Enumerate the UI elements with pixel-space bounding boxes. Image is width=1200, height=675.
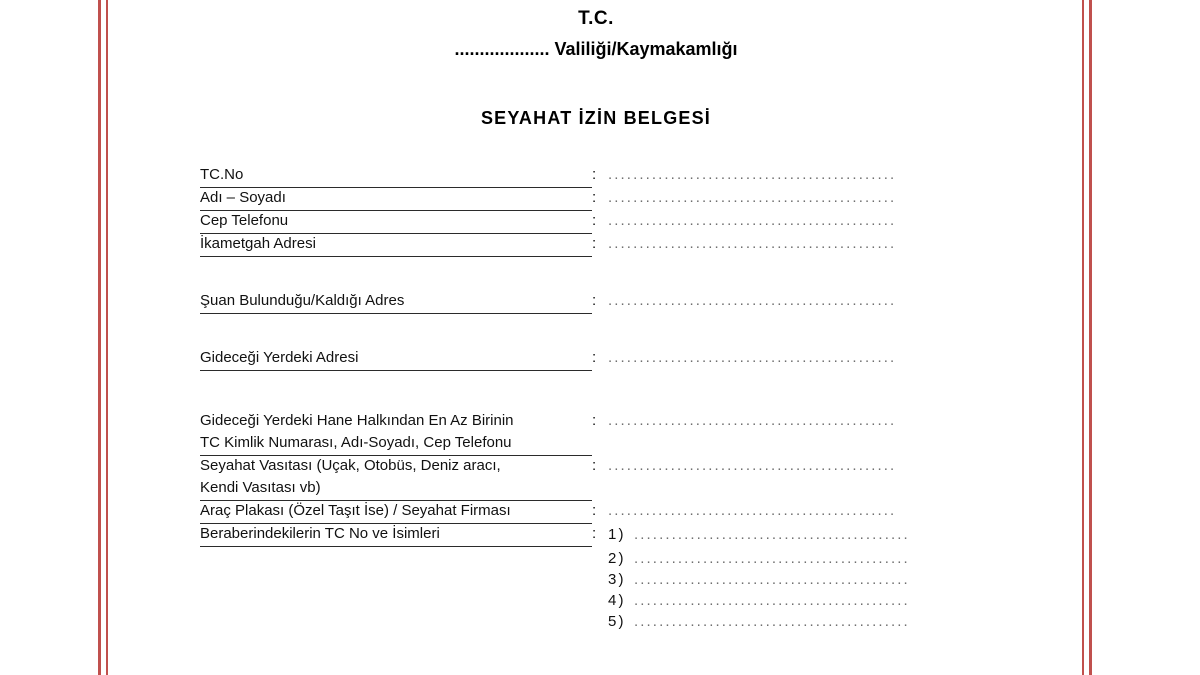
field-label-destination-address: Gideceği Yerdeki Adresi — [200, 348, 592, 371]
header-line-tc: T.C. — [578, 8, 614, 29]
label-col — [200, 456, 592, 501]
spacer — [200, 257, 990, 291]
companion-entry-1 — [606, 524, 990, 545]
field-label-household-contact-line1: Gideceği Yerdeki Hane Halkından En Az Birinin — [200, 412, 514, 429]
label-col — [200, 188, 592, 211]
list-item — [200, 611, 990, 632]
companion-number-2: 2) — [608, 550, 626, 567]
field-label-fullname: Adı – Soyadı — [200, 188, 592, 211]
companion-value-3: ............................................ — [634, 571, 910, 588]
form-row-tcno — [200, 165, 990, 188]
companion-entry-5 — [606, 611, 990, 632]
form-row-fullname — [200, 188, 990, 211]
list-colon-spacer — [592, 569, 606, 590]
form-row-travel-vehicle — [200, 456, 990, 501]
page-border-left — [98, 0, 101, 675]
form-row-household-contact — [200, 411, 990, 456]
field-value-fullname: .............................................. — [608, 189, 897, 206]
field-value-plate-or-firm: .............................................. — [608, 502, 897, 519]
field-colon: : — [592, 457, 597, 474]
companion-value-5: ............................................ — [634, 613, 910, 630]
companion-number-1: 1) — [608, 526, 626, 543]
form-row-destination-address — [200, 348, 990, 371]
field-value-mobile-phone: .............................................. — [608, 212, 897, 229]
field-value-current-address: .............................................. — [608, 292, 897, 309]
form-row-plate-or-firm — [200, 501, 990, 524]
companion-number-5: 5) — [608, 613, 626, 630]
header-line-governorship: ................... Valiliği/Kaymakamlığı — [454, 39, 738, 59]
list-indent — [200, 611, 592, 632]
field-colon: : — [592, 189, 597, 206]
list-item — [200, 590, 990, 611]
companion-entry-2 — [606, 548, 990, 569]
companions-list — [200, 548, 990, 632]
field-value-travel-vehicle: .............................................. — [608, 457, 897, 474]
field-colon: : — [592, 412, 597, 429]
companion-entry-3 — [606, 569, 990, 590]
document-header — [112, 0, 1080, 60]
list-indent — [200, 548, 592, 569]
list-indent — [200, 590, 592, 611]
form-fields — [200, 165, 990, 632]
label-col — [200, 411, 592, 456]
companion-number-4: 4) — [608, 592, 626, 609]
companion-value-1: ............................................ — [634, 526, 910, 543]
page-border-right-inner — [1082, 0, 1084, 675]
list-item — [200, 548, 990, 569]
field-label-tcno: TC.No — [200, 165, 592, 188]
page-border-right — [1089, 0, 1092, 675]
companion-number-3: 3) — [608, 571, 626, 588]
page-border-left-inner — [106, 0, 108, 675]
label-col — [200, 211, 592, 234]
form-row-companions — [200, 524, 990, 547]
page-title: SEYAHAT İZİN BELGESİ — [480, 108, 712, 128]
field-value-residence-address: .............................................. — [608, 235, 897, 252]
label-col — [200, 524, 592, 547]
list-item — [200, 569, 990, 590]
field-colon: : — [592, 502, 597, 519]
field-value-household-contact: .............................................. — [608, 412, 897, 429]
field-colon: : — [592, 349, 597, 366]
field-value-tcno: .............................................. — [608, 166, 897, 183]
label-col — [200, 348, 592, 371]
field-value-destination-address: .............................................. — [608, 349, 897, 366]
list-indent — [200, 569, 592, 590]
form-row-residence-address — [200, 234, 990, 257]
companion-value-2: ............................................ — [634, 550, 910, 567]
field-colon: : — [592, 292, 597, 309]
form-row-mobile-phone — [200, 211, 990, 234]
list-colon-spacer — [592, 590, 606, 611]
label-col — [200, 234, 592, 257]
document-content — [112, 0, 1080, 675]
companion-value-4: ............................................ — [634, 592, 910, 609]
label-col — [200, 501, 592, 524]
field-label-plate-or-firm: Araç Plakası (Özel Taşıt İse) / Seyahat Firması — [200, 501, 592, 524]
label-col — [200, 165, 592, 188]
form-row-current-address — [200, 291, 990, 314]
field-colon: : — [592, 235, 597, 252]
list-colon-spacer — [592, 611, 606, 632]
field-label-companions: Beraberindekilerin TC No ve İsimleri — [200, 524, 592, 547]
spacer — [200, 314, 990, 348]
spacer — [200, 371, 990, 411]
label-col — [200, 291, 592, 314]
field-label-residence-address: İkametgah Adresi — [200, 234, 592, 257]
list-colon-spacer — [592, 548, 606, 569]
field-label-travel-vehicle-line1: Seyahat Vasıtası (Uçak, Otobüs, Deniz aracı, — [200, 457, 501, 474]
field-colon: : — [592, 212, 597, 229]
field-label-travel-vehicle-line2: Kendi Vasıtası vb) — [200, 478, 592, 501]
field-colon: : — [592, 525, 597, 542]
field-label-household-contact-line2: TC Kimlik Numarası, Adı-Soyadı, Cep Telefonu — [200, 433, 592, 456]
field-colon: : — [592, 166, 597, 183]
field-label-mobile-phone: Cep Telefonu — [200, 211, 592, 234]
companion-entry-4 — [606, 590, 990, 611]
field-label-current-address: Şuan Bulunduğu/Kaldığı Adres — [200, 291, 592, 314]
